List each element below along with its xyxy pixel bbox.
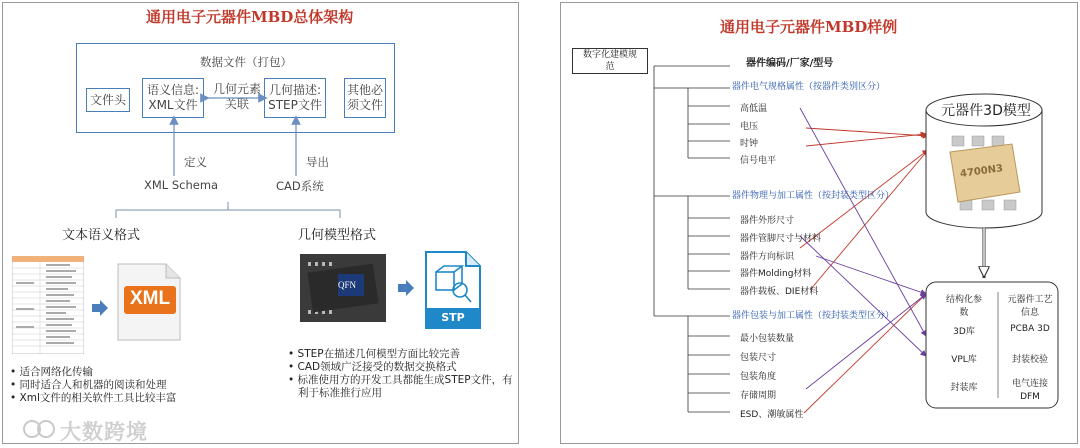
right-title: 通用电子元器件MBD样例 — [720, 18, 898, 36]
relation-line2: 关联 — [224, 97, 249, 111]
semantic-info-line2: XML文件 — [148, 98, 198, 112]
right-bullets — [288, 348, 513, 400]
lib-package-label: 封装库 — [950, 383, 978, 393]
tree-item-pin-size: 器件管脚尺寸与材料 — [740, 234, 822, 244]
text-format-heading: 文本语义格式 — [62, 228, 141, 243]
geometry-format-heading: 几何模型格式 — [298, 228, 377, 243]
right-bullet-1: • STEP在描述几何模型方面比较完善 — [288, 348, 461, 360]
root-box — [572, 48, 648, 74]
right-bullet-3: • 标准使用方的开发工具都能生成STEP文件，有 — [288, 374, 513, 386]
group-physical-label: 器件物理与加工属性（按封装类型区分） — [732, 191, 895, 201]
root-line2: 范 — [605, 62, 615, 72]
left-bullet-3-text: Xml文件的相关软件工具比较丰富 — [19, 392, 177, 404]
tree-item-min-qty: 最小包装数量 — [740, 334, 795, 344]
xml-schema-label: XML Schema — [144, 178, 219, 192]
left-bullet-3: • Xml文件的相关软件工具比较丰富 — [10, 392, 177, 404]
stp-icon-text: STP — [441, 311, 465, 324]
root-line1: 数字化建模规 — [582, 50, 637, 60]
process-info-label — [998, 294, 1062, 320]
tree-item-temperature: 高低温 — [740, 104, 768, 114]
tree-item-molding: 器件Molding材料 — [740, 269, 812, 279]
other-files-line2: 须文件 — [346, 98, 383, 112]
left-title: 通用电子元器件MBD总体架构 — [146, 8, 354, 26]
left-bullet-1: • 适合网络化传输 — [10, 366, 94, 378]
tree-item-pkg-angle: 包装角度 — [740, 372, 777, 382]
right-bullet-4 — [288, 387, 513, 400]
model-chip-text: 4700N3 — [959, 163, 1004, 180]
lib-vpl-label: VPL库 — [951, 355, 977, 365]
left-bullet-2: • 同时适合人和机器的阅读和处理 — [10, 379, 167, 391]
file-header-text: 文件头 — [89, 92, 126, 107]
group-electrical-label: 器件电气规格属性（按器件类别区分） — [732, 82, 886, 92]
group-packaging-label: 器件包装与加工属性（按封装类型区分） — [732, 311, 895, 321]
electrical-dfm-label — [998, 378, 1062, 404]
right-bullet-4-text: 利于标准推行应用 — [298, 387, 382, 399]
electrical-dfm-line2: DFM — [1020, 392, 1040, 402]
component-code-label: 器件编码/厂家/型号 — [746, 58, 834, 69]
right-bullet-2: • CAD领域广泛接受的数据交换格式 — [288, 361, 457, 373]
tree-item-storage: 存储周期 — [740, 391, 777, 401]
struct-params-label — [934, 294, 994, 320]
watermark-logo-icon — [22, 416, 58, 442]
electrical-dfm-line1: 电气连接 — [1011, 379, 1048, 389]
struct-params-line2: 数 — [959, 308, 969, 318]
other-files-line1: 其他必 — [346, 83, 383, 97]
spreadsheet-thumbnail — [12, 256, 84, 354]
cad-system-label: CAD系统 — [276, 179, 324, 193]
tree-item-clock: 时钟 — [740, 139, 759, 149]
process-info-line2: 信息 — [1020, 308, 1039, 318]
qfn-chip-text: QFN — [338, 280, 357, 290]
process-info-line1: 元器件工艺 — [1007, 295, 1053, 305]
xml-icon-text: XML — [129, 288, 171, 309]
right-bullet-3-text: 标准使用方的开发工具都能生成STEP文件，有 — [297, 374, 513, 386]
semantic-info-line1: 语义信息: — [146, 83, 200, 97]
export-label: 导出 — [306, 155, 329, 169]
package-check-label: 封装校验 — [1011, 355, 1048, 365]
define-label: 定义 — [184, 155, 207, 169]
geometry-line1: 几何描述: — [268, 83, 322, 97]
left-bullets — [10, 366, 176, 405]
relation-line1: 几何元素 — [212, 82, 261, 96]
tree-item-substrate: 器件载板、DIE材料 — [740, 287, 819, 297]
right-bullet-2-text: CAD领域广泛接受的数据交换格式 — [297, 361, 457, 373]
pcba-3d-label: PCBA 3D — [1010, 324, 1050, 334]
watermark-text: 大数跨境 — [60, 420, 148, 444]
geometry-line2: STEP文件 — [268, 98, 322, 112]
tree-item-orientation: 器件方向标识 — [740, 252, 795, 262]
right-bullet-1-text: STEP在描述几何模型方面比较完善 — [297, 348, 461, 360]
tree-item-esd: ESD、潮敏属性 — [740, 410, 804, 420]
left-bullet-1-text: 适合网络化传输 — [19, 366, 94, 378]
struct-params-line1: 结构化参 — [945, 295, 982, 305]
model-title: 元器件3D模型 — [941, 103, 1031, 119]
tree-item-outline: 器件外形尺寸 — [740, 216, 795, 226]
package-label: 数据文件（打包） — [200, 55, 292, 69]
lib-3d-label: 3D库 — [953, 327, 975, 337]
tree-item-voltage: 电压 — [740, 122, 759, 132]
left-bullet-2-text: 同时适合人和机器的阅读和处理 — [19, 379, 167, 391]
tree-item-pkg-size: 包装尺寸 — [740, 353, 777, 363]
tree-item-signal-level: 信号电平 — [740, 156, 777, 166]
